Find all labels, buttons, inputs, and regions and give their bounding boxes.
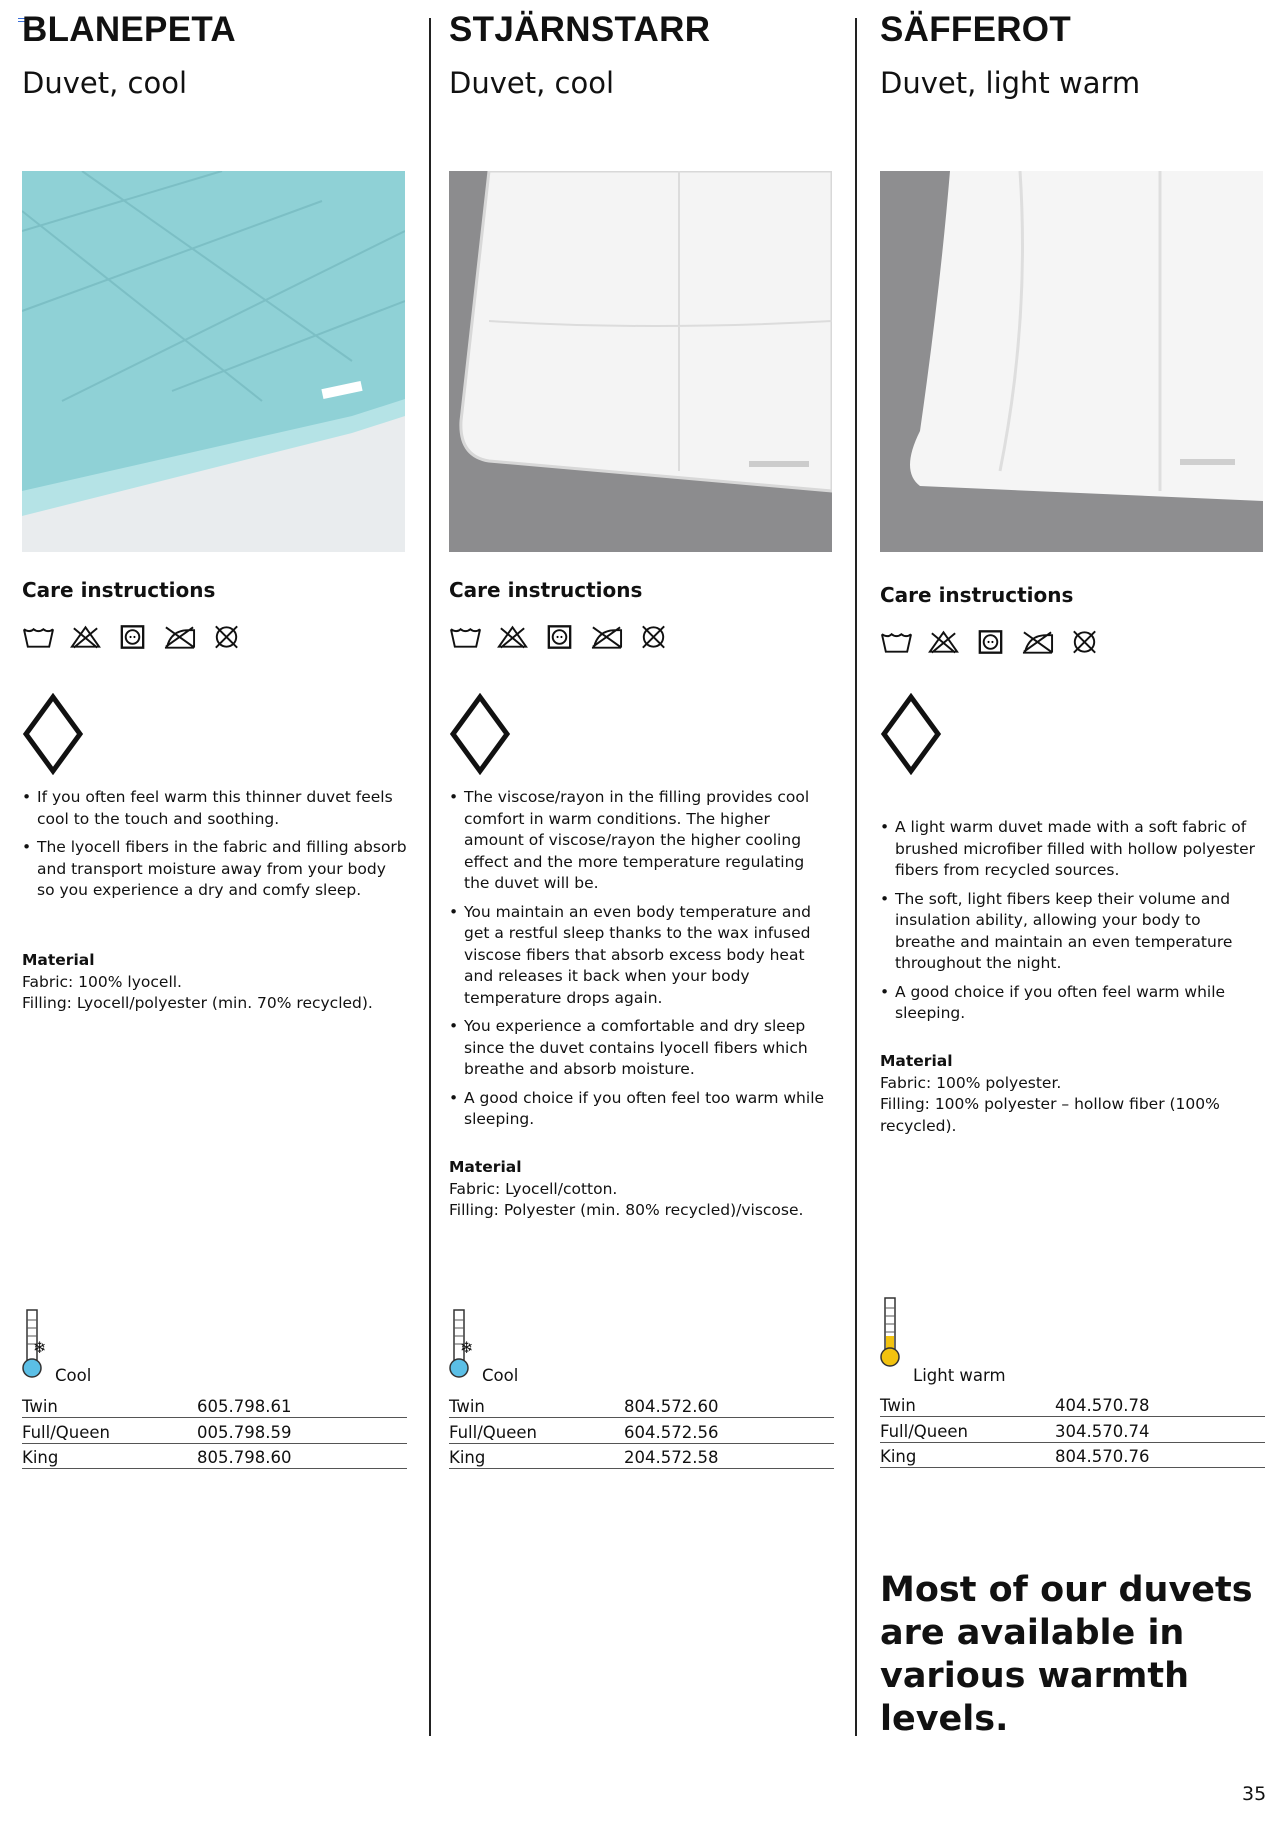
feature-list — [449, 787, 834, 1138]
wash-icon — [880, 629, 913, 655]
svg-text:❄: ❄ — [33, 1338, 47, 1357]
feature-item: • A good choice if you often feel warm while sleeping. — [880, 982, 1265, 1025]
table-row — [22, 1443, 407, 1469]
article-number: 204.572.58 — [624, 1443, 834, 1469]
warmth-label: Cool — [55, 1366, 92, 1385]
care-heading: Care instructions — [449, 578, 643, 602]
material-heading: Material — [880, 1052, 953, 1070]
size-label: Full/Queen — [449, 1418, 624, 1444]
table-row — [449, 1418, 834, 1444]
diamond-icon — [22, 693, 84, 775]
size-table — [449, 1392, 834, 1469]
article-number: 404.570.78 — [1055, 1391, 1265, 1417]
material-heading: Material — [22, 951, 95, 969]
care-heading: Care instructions — [22, 578, 216, 602]
table-row — [22, 1392, 407, 1418]
article-number: 304.570.74 — [1055, 1417, 1265, 1443]
feature-item: • The soft, light fibers keep their volume and insulation ability, allowing your body to breathe and maintain an even temperature throughout the night. — [880, 889, 1265, 975]
care-icons — [449, 624, 670, 650]
thermometer-light-warm-icon — [880, 1296, 910, 1368]
care-icons — [22, 624, 243, 650]
feature-item: • A good choice if you often feel too warm while sleeping. — [449, 1088, 834, 1131]
material-heading: Material — [449, 1158, 522, 1176]
table-row — [880, 1442, 1265, 1468]
product-column-safferot — [880, 0, 1265, 1822]
article-number: 805.798.60 — [197, 1443, 407, 1469]
product-name: BLANEPETA — [22, 10, 236, 49]
tumble-dry-icon — [116, 624, 149, 650]
size-label: Twin — [22, 1392, 197, 1418]
article-number: 804.570.76 — [1055, 1442, 1265, 1468]
warmth-label: Light warm — [913, 1366, 1006, 1385]
material-fabric: Fabric: Lyocell/cotton. — [449, 1179, 618, 1198]
size-table — [880, 1391, 1265, 1468]
care-icons — [880, 629, 1101, 655]
product-photo — [22, 171, 405, 552]
warmth-label: Cool — [482, 1366, 519, 1385]
thermometer-cool-icon — [449, 1308, 479, 1380]
size-label: Full/Queen — [22, 1418, 197, 1444]
tumble-dry-icon — [543, 624, 576, 650]
column-divider — [855, 18, 857, 1736]
promo-heading: Most of our duvets are available in various warmth levels. — [880, 1570, 1253, 1739]
no-bleach-icon — [69, 624, 102, 650]
material-section — [449, 1157, 803, 1222]
table-row — [880, 1417, 1265, 1443]
feature-item: • You experience a comfortable and dry sleep since the duvet contains lyocell fibers which breathe and absorb moisture. — [449, 1016, 834, 1081]
tumble-dry-icon — [974, 629, 1007, 655]
no-dry-clean-icon — [1068, 629, 1101, 655]
svg-text:❄: ❄ — [460, 1338, 474, 1357]
material-section — [880, 1051, 1265, 1137]
product-name: STJÄRNSTARR — [449, 10, 711, 49]
size-label: Twin — [880, 1391, 1055, 1417]
material-filling: Filling: Lyocell/polyester (min. 70% recycled). — [22, 994, 373, 1012]
material-section — [22, 950, 373, 1015]
product-column-stjarnstarr — [449, 0, 834, 1822]
product-type: Duvet, cool — [22, 66, 188, 100]
care-heading: Care instructions — [880, 583, 1074, 607]
feature-list — [880, 817, 1265, 1032]
feature-item: • You maintain an even body temperature and get a restful sleep thanks to the wax infused viscose fibers that absorb excess body heat and releases it back when your body temperature drops again. — [449, 902, 834, 1010]
wash-icon — [449, 624, 482, 650]
feature-item: • The lyocell fibers in the fabric and filling absorb and transport moisture away from your body so you experience a dry and comfy sleep. — [22, 837, 407, 902]
wash-icon — [22, 624, 55, 650]
product-name: SÄFFEROT — [880, 10, 1072, 49]
size-table — [22, 1392, 407, 1469]
no-bleach-icon — [927, 629, 960, 655]
feature-item: • The viscose/rayon in the filling provides cool comfort in warm conditions. The higher amount of viscose/rayon the higher cooling effect and the more temperature regulating the duvet will be. — [449, 787, 834, 895]
page-number: 35 — [1242, 1783, 1267, 1805]
feature-item: • A light warm duvet made with a soft fabric of brushed microfiber filled with hollow polyester fibers from recycled sources. — [880, 817, 1265, 882]
article-number: 804.572.60 — [624, 1392, 834, 1418]
table-row — [449, 1392, 834, 1418]
material-fabric: Fabric: 100% polyester. — [880, 1073, 1062, 1092]
no-bleach-icon — [496, 624, 529, 650]
size-label: Full/Queen — [880, 1417, 1055, 1443]
diamond-icon — [880, 693, 942, 775]
thermometer-cool-icon — [22, 1308, 52, 1380]
material-filling: Filling: Polyester (min. 80% recycled)/viscose. — [449, 1201, 804, 1219]
size-label: Twin — [449, 1392, 624, 1418]
feature-item: • If you often feel warm this thinner duvet feels cool to the touch and soothing. — [22, 787, 407, 830]
table-row — [880, 1391, 1265, 1417]
product-photo — [449, 171, 832, 552]
no-dry-clean-icon — [210, 624, 243, 650]
table-row — [22, 1418, 407, 1444]
size-label: King — [880, 1442, 1055, 1468]
material-filling: Filling: 100% polyester – hollow fiber (100% recycled). — [880, 1095, 1220, 1135]
no-dry-clean-icon — [637, 624, 670, 650]
no-iron-icon — [163, 624, 196, 650]
article-number: 605.798.61 — [197, 1392, 407, 1418]
material-fabric: Fabric: 100% lyocell. — [22, 972, 182, 991]
diamond-icon — [449, 693, 511, 775]
product-type: Duvet, cool — [449, 66, 615, 100]
product-photo — [880, 171, 1263, 552]
product-type: Duvet, light warm — [880, 66, 1141, 100]
table-row — [449, 1443, 834, 1469]
no-iron-icon — [1021, 629, 1054, 655]
product-column-blanepeta — [22, 0, 407, 1822]
size-label: King — [22, 1443, 197, 1469]
article-number: 005.798.59 — [197, 1418, 407, 1444]
column-divider — [429, 18, 431, 1736]
size-label: King — [449, 1443, 624, 1469]
feature-list — [22, 787, 407, 909]
article-number: 604.572.56 — [624, 1418, 834, 1444]
no-iron-icon — [590, 624, 623, 650]
